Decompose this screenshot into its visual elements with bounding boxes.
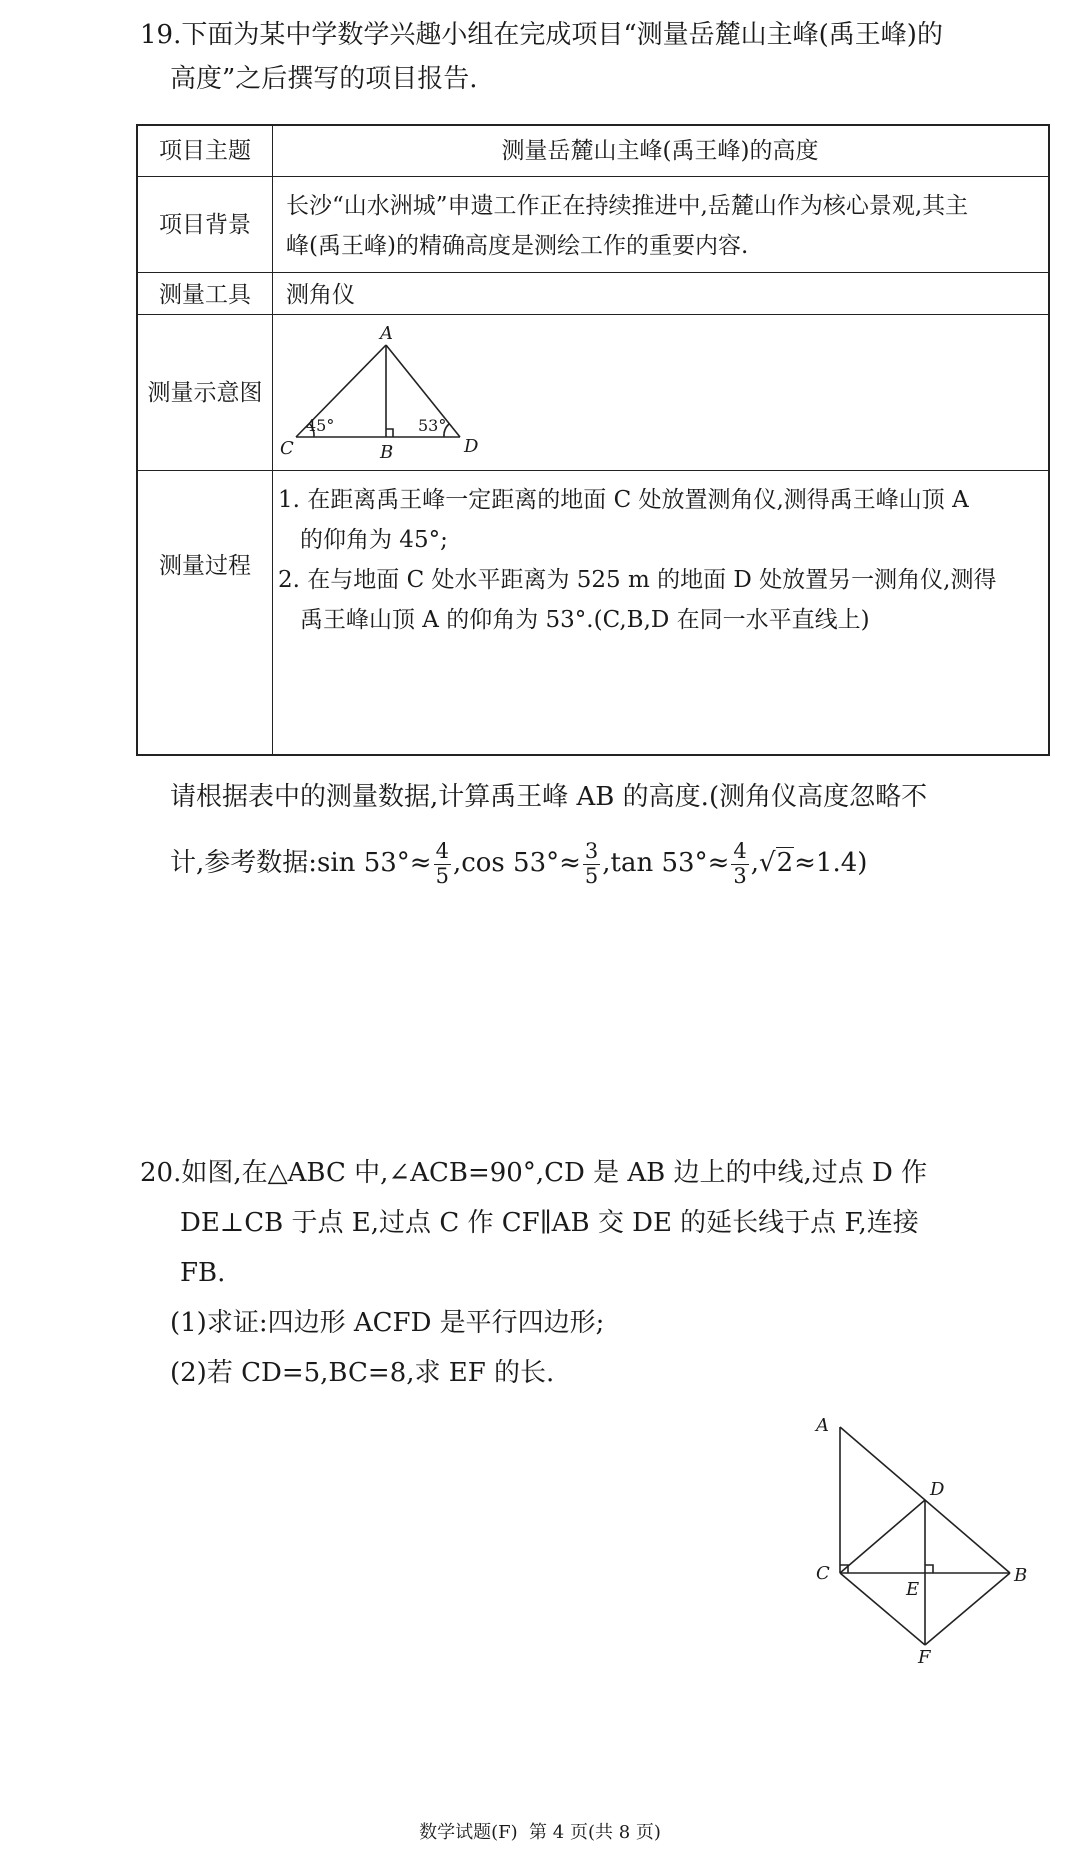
measurement-diagram — [272, 315, 572, 471]
seg-fb — [925, 1573, 1010, 1645]
row-background — [138, 176, 1048, 273]
sqrt-radicand: 2 — [776, 848, 794, 878]
diagram-label: 测量示意图 — [147, 380, 263, 406]
q20-part2: (2)若 CD=5,BC=8,求 EF 的长. — [170, 1358, 555, 1388]
label-b: B — [380, 442, 394, 463]
sqrt-separator: , — [750, 848, 760, 878]
q20-line2: DE⊥CB 于点 E,过点 C 作 CF∥AB 交 DE 的延长线于点 F,连接 — [180, 1208, 919, 1238]
ref-tan: ,tan 53°≈ — [602, 848, 730, 878]
row-theme — [138, 126, 1048, 176]
q20-line1 — [140, 1160, 927, 1186]
row-process — [138, 470, 1048, 759]
fig-label-b: B — [1014, 1565, 1028, 1586]
frac-sin-num: 4 — [435, 839, 449, 864]
q20-number: 20. — [140, 1158, 182, 1188]
sqrt-2: √2 — [759, 848, 794, 878]
label-c: C — [280, 438, 294, 459]
seg-cd — [840, 1500, 925, 1573]
q19-after-line2 — [170, 836, 867, 890]
fig-label-e: E — [906, 1579, 920, 1600]
q20-part1: (1)求证:四边形 ACFD 是平行四边形; — [170, 1308, 605, 1338]
q19-line1 — [140, 22, 943, 48]
q19-text1: 下面为某中学数学兴趣小组在完成项目“测量岳麓山主峰(禹王峰)的 — [181, 20, 943, 50]
q20-line3: FB. — [180, 1258, 226, 1288]
process-line3: 2. 在与地面 C 处水平距离为 525 m 的地面 D 处放置另一测角仪,测得 — [278, 567, 997, 593]
frac-sin — [434, 840, 451, 887]
label-a: A — [380, 323, 393, 344]
q20-figure — [810, 1405, 1030, 1665]
background-label: 项目背景 — [159, 212, 251, 238]
fig-label-a: A — [816, 1415, 829, 1436]
angle-label-c: 45° — [306, 416, 335, 435]
ref-sin: 计,参考数据:sin 53°≈ — [170, 848, 432, 878]
ref-sqrt-value: ≈1.4) — [794, 848, 868, 878]
frac-sin-den: 5 — [435, 863, 449, 888]
process-line1: 1. 在距离禹王峰一定距离的地面 C 处放置测角仪,测得禹王峰山顶 A — [278, 487, 969, 513]
process-label: 测量过程 — [159, 553, 251, 579]
tool-value: 测角仪 — [286, 282, 355, 308]
theme-value: 测量岳麓山主峰(禹王峰)的高度 — [501, 138, 819, 164]
background-line2: 峰(禹王峰)的精确高度是测绘工作的重要内容. — [286, 233, 749, 259]
right-angle-e — [925, 1565, 933, 1573]
row-tool — [138, 272, 1048, 315]
process-line4: 禹王峰山顶 A 的仰角为 53°.(C,B,D 在同一水平直线上) — [300, 607, 870, 633]
frac-tan-den: 3 — [733, 863, 747, 888]
frac-cos-den: 5 — [584, 863, 599, 888]
q19-number: 19. — [140, 20, 182, 50]
theme-label: 项目主题 — [159, 138, 251, 164]
ref-cos: ,cos 53°≈ — [452, 848, 581, 878]
process-line2: 的仰角为 45°; — [300, 527, 448, 553]
row-diagram — [138, 314, 1048, 471]
frac-tan-num: 4 — [733, 839, 747, 864]
page-footer: 数学试题(F) 第 4 页(共 8 页) — [419, 1822, 661, 1843]
frac-cos-num: 3 — [584, 839, 599, 864]
angle-label-d: 53° — [418, 416, 447, 435]
fig-label-d: D — [930, 1479, 945, 1500]
q19-line2: 高度”之后撰写的项目报告. — [170, 64, 478, 94]
label-d: D — [464, 436, 479, 457]
q20-text1: 如图,在△ABC 中,∠ACB=90°,CD 是 AB 边上的中线,过点 D 作 — [181, 1158, 928, 1188]
fig-label-c: C — [816, 1563, 830, 1584]
tool-label: 测量工具 — [159, 282, 251, 308]
right-angle-mark — [386, 429, 393, 437]
fig-label-f: F — [918, 1647, 931, 1665]
frac-cos — [583, 840, 600, 887]
frac-tan — [731, 840, 748, 887]
q19-after-line1: 请根据表中的测量数据,计算禹王峰 AB 的高度.(测角仪高度忽略不 — [170, 782, 928, 812]
background-line1: 长沙“山水洲城”申遗工作正在持续推进中,岳麓山作为核心景观,其主 — [286, 193, 969, 219]
report-table — [136, 124, 1050, 756]
